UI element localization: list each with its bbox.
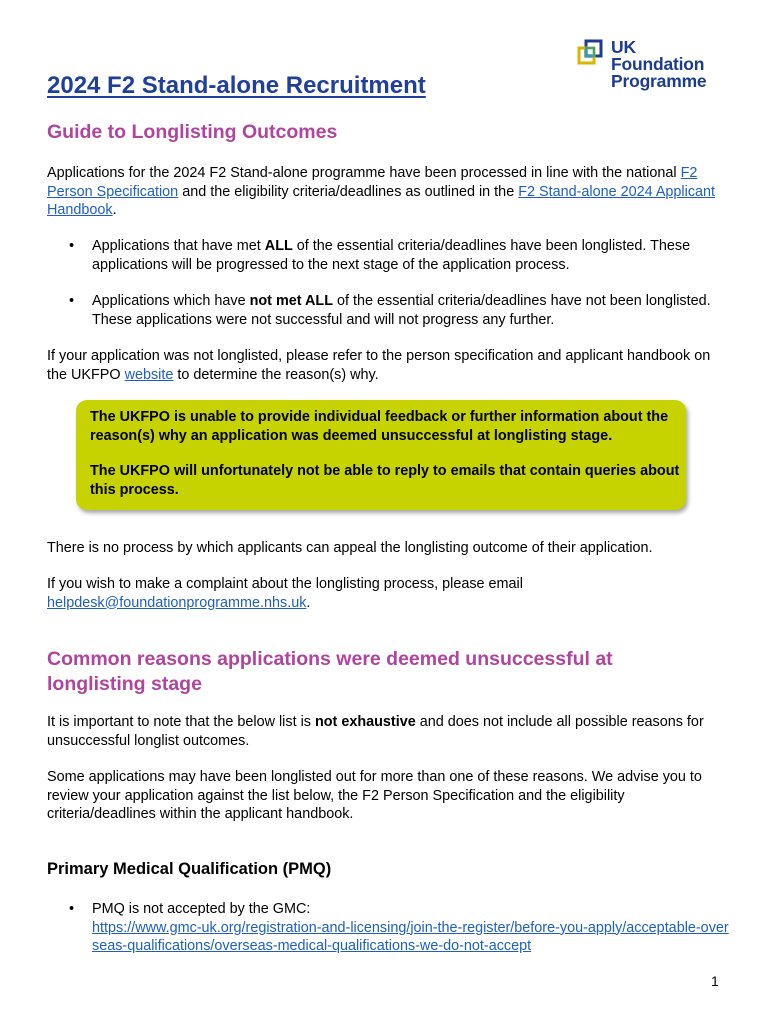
- paragraph-text: and does not include all possible reasons for unsuccessful longlist outcomes.: [47, 714, 704, 749]
- bullet-text: Applications which have: [92, 293, 250, 309]
- website-link[interactable]: website: [124, 366, 174, 383]
- helpdesk-email-link[interactable]: helpdesk@foundationprogramme.nhs.uk: [47, 594, 307, 611]
- paragraph-text: .: [306, 594, 311, 611]
- logo-text-line1: UK: [611, 37, 636, 57]
- bullet-icon: •: [69, 293, 75, 309]
- paragraph-text: It is important to note that the below list is: [47, 714, 315, 730]
- gmc-url-link[interactable]: https://www.gmc-uk.org/registration-and-licensing/join-the-register/before-you-apply/acceptable-overseas-qualifications/overseas-medical-qualifications-we-do-not-accept: [92, 919, 729, 954]
- section-heading-common-reasons: Common reasons applications were deemed unsuccessful at longlisting stage: [47, 648, 613, 695]
- bullet-text: Applications that have met: [92, 238, 265, 254]
- list-item-longlisted: [69, 237, 722, 274]
- logo-squares-icon: [577, 39, 607, 69]
- bullet-text: PMQ is not accepted by the GMC:: [92, 901, 311, 917]
- not-longlisted-paragraph: [47, 347, 727, 384]
- bold-text: not exhaustive: [314, 714, 416, 730]
- bullet-text: of the essential criteria/deadlines have not been longlisted. These applications were not successful and will not progress any further.: [92, 293, 711, 328]
- intro-paragraph: [47, 164, 727, 220]
- page-number: 1: [711, 973, 719, 989]
- intro-text: and the eligibility criteria/deadlines as outlined in the: [178, 183, 519, 200]
- advice-paragraph: Some applications may have been longlisted out for more than one of these reasons. We advise you to review your application against the list below, the F2 Person Specification and the eligibility criteria/deadlines within the applicant handbook.: [47, 769, 702, 822]
- important-notice-callout: [76, 400, 686, 510]
- list-item-pmq: [69, 900, 732, 956]
- paragraph-text: If you wish to make a complaint about the longlisting process, please email: [47, 576, 523, 592]
- not-exhaustive-paragraph: [47, 713, 727, 750]
- logo-text-line2: Foundation: [611, 54, 705, 74]
- bullet-icon: •: [69, 238, 75, 254]
- page-title: 2024 F2 Stand-alone Recruitment: [47, 72, 426, 99]
- bullet-icon: •: [69, 901, 75, 917]
- person-specification-link[interactable]: F2 Person Specification: [47, 165, 698, 200]
- bullet-bold-text: ALL: [264, 238, 293, 254]
- appeal-paragraph: There is no process by which applicants can appeal the longlisting outcome of their application.: [47, 540, 653, 556]
- applicant-handbook-link[interactable]: F2 Stand-alone 2024 Applicant Handbook: [47, 183, 716, 218]
- intro-text: .: [112, 202, 117, 218]
- logo-text-line3: Programme: [611, 71, 707, 91]
- list-item-not-longlisted: [69, 292, 722, 329]
- paragraph-text: If your application was not longlisted, please refer to the person specification and applicant handbook on the UKFPO: [47, 348, 711, 383]
- ukfpo-logo: [577, 39, 737, 95]
- callout-text-emails: The UKFPO will unfortunately not be able to reply to emails that contain queries about this process.: [90, 463, 680, 498]
- subheading-pmq: Primary Medical Qualification (PMQ): [47, 860, 332, 878]
- bullet-bold-text: not met ALL: [249, 293, 333, 309]
- callout-text-feedback: The UKFPO is unable to provide individual feedback or further information about the reason(s) why an application was deemed unsuccessful at longlisting stage.: [90, 409, 669, 444]
- bullet-text: of the essential criteria/deadlines have been longlisted. These applications will be progressed to the next stage of the application process.: [92, 238, 691, 273]
- complaint-paragraph: [47, 575, 727, 612]
- section-heading-guide: Guide to Longlisting Outcomes: [47, 121, 338, 143]
- intro-text: Applications for the 2024 F2 Stand-alone programme have been processed in line with the national: [47, 165, 681, 181]
- paragraph-text: to determine the reason(s) why.: [173, 366, 379, 383]
